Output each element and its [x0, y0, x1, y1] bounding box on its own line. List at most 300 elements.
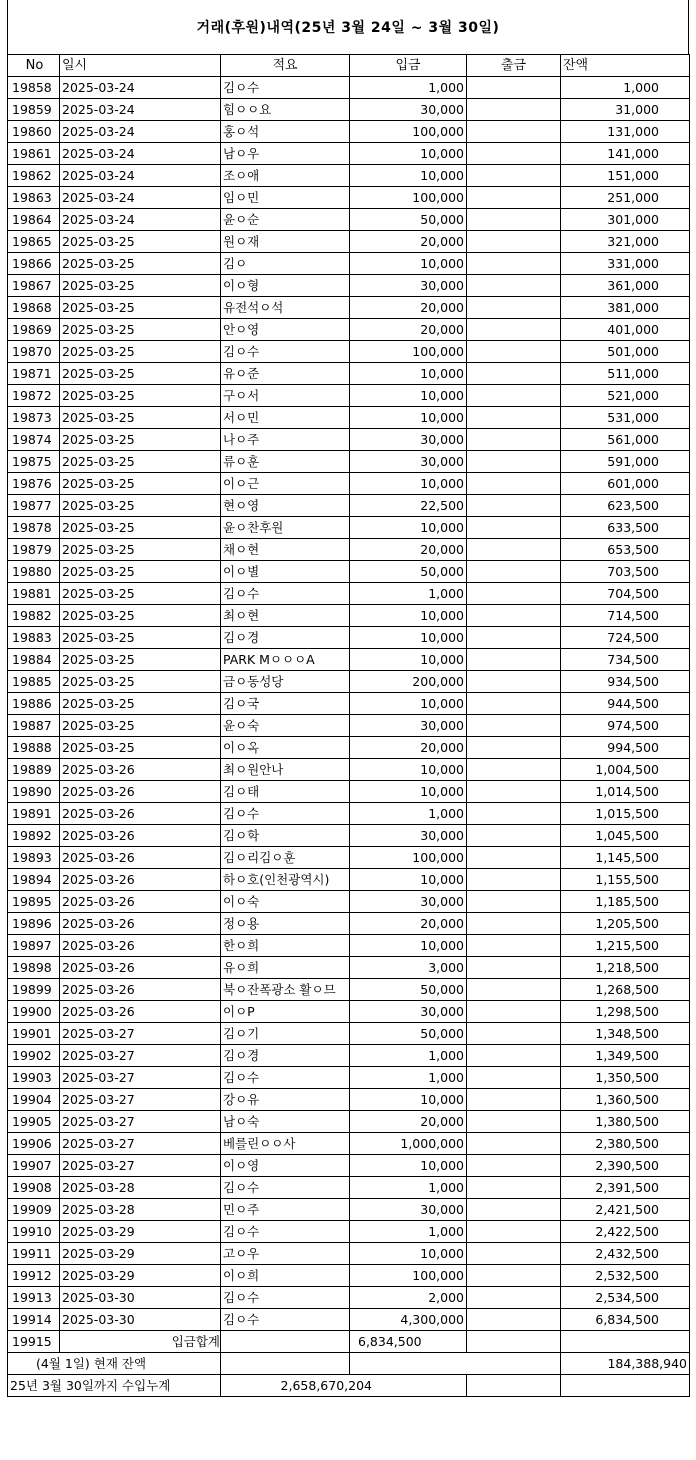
- row-withdrawal: [467, 1265, 561, 1287]
- row-balance: 2,421,500: [561, 1199, 690, 1221]
- row-date: 2025-03-24: [60, 99, 221, 121]
- row-balance: 944,500: [561, 693, 690, 715]
- row-date: 2025-03-29: [60, 1265, 221, 1287]
- row-withdrawal: [467, 627, 561, 649]
- row-balance: 2,534,500: [561, 1287, 690, 1309]
- table-row: [8, 473, 690, 495]
- row-date: 2025-03-25: [60, 693, 221, 715]
- row-deposit: 30,000: [350, 891, 467, 913]
- row-withdrawal: [467, 1045, 561, 1067]
- row-balance: 601,000: [561, 473, 690, 495]
- row-description: 채ㅇ현: [221, 539, 350, 561]
- row-withdrawal: [467, 1287, 561, 1309]
- row-date: 2025-03-26: [60, 1001, 221, 1023]
- row-date: 2025-03-27: [60, 1089, 221, 1111]
- row-withdrawal: [467, 1221, 561, 1243]
- row-date: 2025-03-30: [60, 1309, 221, 1331]
- table-row: [8, 1287, 690, 1309]
- deposit-total-amount: 6,834,500: [350, 1331, 467, 1353]
- row-description: 김ㅇ기: [221, 1023, 350, 1045]
- row-deposit: 10,000: [350, 759, 467, 781]
- cumulative-income-balance: [561, 1375, 690, 1397]
- row-description: 김ㅇ경: [221, 1045, 350, 1067]
- row-no: 19886: [8, 693, 60, 715]
- header-no: No: [8, 55, 60, 77]
- table-row: [8, 297, 690, 319]
- row-withdrawal: [467, 495, 561, 517]
- row-withdrawal: [467, 539, 561, 561]
- row-description: 이ㅇ근: [221, 473, 350, 495]
- row-withdrawal: [467, 187, 561, 209]
- table-row: [8, 429, 690, 451]
- row-deposit: 3,000: [350, 957, 467, 979]
- row-description: 김ㅇ수: [221, 583, 350, 605]
- row-no: 19913: [8, 1287, 60, 1309]
- row-description: 북ㅇ잔폭광소 활ㅇ므: [221, 979, 350, 1001]
- deposit-total-balance: [561, 1331, 690, 1353]
- row-date: 2025-03-29: [60, 1243, 221, 1265]
- row-withdrawal: [467, 99, 561, 121]
- row-deposit: 10,000: [350, 143, 467, 165]
- table-row: [8, 781, 690, 803]
- current-balance-spacer: [221, 1353, 350, 1375]
- cumulative-income-label: 25년 3월 30일까지 수입누계: [8, 1375, 221, 1397]
- row-withdrawal: [467, 341, 561, 363]
- row-deposit: 100,000: [350, 341, 467, 363]
- row-date: 2025-03-25: [60, 451, 221, 473]
- current-balance-empty: [350, 1353, 561, 1375]
- row-deposit: 30,000: [350, 99, 467, 121]
- row-balance: 251,000: [561, 187, 690, 209]
- row-date: 2025-03-25: [60, 253, 221, 275]
- row-balance: 6,834,500: [561, 1309, 690, 1331]
- row-deposit: 10,000: [350, 605, 467, 627]
- table-row: [8, 561, 690, 583]
- row-deposit: 30,000: [350, 1199, 467, 1221]
- row-withdrawal: [467, 935, 561, 957]
- row-description: 유전석ㅇ석: [221, 297, 350, 319]
- row-deposit: 22,500: [350, 495, 467, 517]
- row-description: 김ㅇ수: [221, 1309, 350, 1331]
- row-deposit: 10,000: [350, 935, 467, 957]
- row-no: 19880: [8, 561, 60, 583]
- row-deposit: 4,300,000: [350, 1309, 467, 1331]
- table-row: [8, 1177, 690, 1199]
- row-deposit: 20,000: [350, 319, 467, 341]
- row-date: 2025-03-29: [60, 1221, 221, 1243]
- row-balance: 994,500: [561, 737, 690, 759]
- row-withdrawal: [467, 429, 561, 451]
- row-deposit: 20,000: [350, 737, 467, 759]
- row-date: 2025-03-25: [60, 385, 221, 407]
- table-row: [8, 1067, 690, 1089]
- row-description: 조ㅇ애: [221, 165, 350, 187]
- row-no: 19868: [8, 297, 60, 319]
- deposit-total-row: [8, 1331, 690, 1353]
- row-no: 19872: [8, 385, 60, 407]
- row-withdrawal: [467, 979, 561, 1001]
- row-date: 2025-03-27: [60, 1023, 221, 1045]
- row-balance: 2,390,500: [561, 1155, 690, 1177]
- row-description: 류ㅇ훈: [221, 451, 350, 473]
- row-withdrawal: [467, 693, 561, 715]
- table-row: [8, 495, 690, 517]
- row-withdrawal: [467, 363, 561, 385]
- row-no: 19889: [8, 759, 60, 781]
- row-balance: 361,000: [561, 275, 690, 297]
- row-date: 2025-03-26: [60, 781, 221, 803]
- row-withdrawal: [467, 1023, 561, 1045]
- row-withdrawal: [467, 1111, 561, 1133]
- row-balance: 704,500: [561, 583, 690, 605]
- row-deposit: 50,000: [350, 979, 467, 1001]
- row-withdrawal: [467, 759, 561, 781]
- row-description: 현ㅇ영: [221, 495, 350, 517]
- row-no: 19901: [8, 1023, 60, 1045]
- table-row: [8, 253, 690, 275]
- row-no: 19878: [8, 517, 60, 539]
- row-balance: 1,298,500: [561, 1001, 690, 1023]
- row-date: 2025-03-25: [60, 319, 221, 341]
- row-balance: 2,532,500: [561, 1265, 690, 1287]
- row-balance: 141,000: [561, 143, 690, 165]
- row-deposit: 1,000: [350, 77, 467, 99]
- table-row: [8, 803, 690, 825]
- row-description: 홍ㅇ석: [221, 121, 350, 143]
- row-deposit: 100,000: [350, 1265, 467, 1287]
- row-withdrawal: [467, 165, 561, 187]
- row-withdrawal: [467, 913, 561, 935]
- row-description: 힘ㅇㅇ요: [221, 99, 350, 121]
- row-date: 2025-03-25: [60, 275, 221, 297]
- row-withdrawal: [467, 77, 561, 99]
- table-row: [8, 407, 690, 429]
- row-no: 19903: [8, 1067, 60, 1089]
- header-balance: 잔액: [561, 55, 690, 77]
- row-no: 19888: [8, 737, 60, 759]
- table-row: [8, 363, 690, 385]
- row-no: 19902: [8, 1045, 60, 1067]
- row-date: 2025-03-25: [60, 715, 221, 737]
- row-date: 2025-03-28: [60, 1177, 221, 1199]
- row-description: 민ㅇ주: [221, 1199, 350, 1221]
- row-description: 남ㅇ숙: [221, 1111, 350, 1133]
- table-row: [8, 979, 690, 1001]
- row-description: 구ㅇ서: [221, 385, 350, 407]
- row-withdrawal: [467, 473, 561, 495]
- transaction-table: [7, 54, 690, 1397]
- table-row: [8, 143, 690, 165]
- row-deposit: 10,000: [350, 627, 467, 649]
- row-balance: 633,500: [561, 517, 690, 539]
- row-no: 19884: [8, 649, 60, 671]
- row-withdrawal: [467, 451, 561, 473]
- row-no: 19862: [8, 165, 60, 187]
- row-balance: 2,380,500: [561, 1133, 690, 1155]
- row-date: 2025-03-25: [60, 737, 221, 759]
- row-description: 원ㅇ재: [221, 231, 350, 253]
- row-description: 윤ㅇ숙: [221, 715, 350, 737]
- row-balance: 1,218,500: [561, 957, 690, 979]
- row-balance: 561,000: [561, 429, 690, 451]
- header-date: 일시: [60, 55, 221, 77]
- table-row: [8, 319, 690, 341]
- row-no: 19906: [8, 1133, 60, 1155]
- deposit-total-label: 입금합계: [60, 1331, 221, 1353]
- table-row: [8, 759, 690, 781]
- table-row: [8, 77, 690, 99]
- row-withdrawal: [467, 583, 561, 605]
- row-description: 서ㅇ민: [221, 407, 350, 429]
- table-row: [8, 1199, 690, 1221]
- row-date: 2025-03-24: [60, 77, 221, 99]
- table-row: [8, 1265, 690, 1287]
- row-balance: 714,500: [561, 605, 690, 627]
- row-no: 19907: [8, 1155, 60, 1177]
- row-deposit: 200,000: [350, 671, 467, 693]
- row-balance: 1,360,500: [561, 1089, 690, 1111]
- row-date: 2025-03-26: [60, 979, 221, 1001]
- row-balance: 2,391,500: [561, 1177, 690, 1199]
- row-description: 이ㅇ옥: [221, 737, 350, 759]
- row-no: 19887: [8, 715, 60, 737]
- row-no: 19877: [8, 495, 60, 517]
- row-withdrawal: [467, 671, 561, 693]
- row-withdrawal: [467, 121, 561, 143]
- row-date: 2025-03-26: [60, 891, 221, 913]
- row-withdrawal: [467, 561, 561, 583]
- row-description: 김ㅇ수: [221, 1221, 350, 1243]
- table-row: [8, 605, 690, 627]
- row-no: 19863: [8, 187, 60, 209]
- row-deposit: 1,000: [350, 583, 467, 605]
- row-date: 2025-03-30: [60, 1287, 221, 1309]
- row-no: 19871: [8, 363, 60, 385]
- row-date: 2025-03-27: [60, 1111, 221, 1133]
- row-description: 강ㅇ유: [221, 1089, 350, 1111]
- row-withdrawal: [467, 869, 561, 891]
- table-row: [8, 737, 690, 759]
- row-withdrawal: [467, 385, 561, 407]
- row-withdrawal: [467, 1089, 561, 1111]
- row-description: 최ㅇ현: [221, 605, 350, 627]
- row-balance: 974,500: [561, 715, 690, 737]
- row-description: 김ㅇ태: [221, 781, 350, 803]
- row-no: 19859: [8, 99, 60, 121]
- row-description: 김ㅇ: [221, 253, 350, 275]
- row-deposit: 20,000: [350, 539, 467, 561]
- row-withdrawal: [467, 297, 561, 319]
- row-no: 19909: [8, 1199, 60, 1221]
- row-description: 이ㅇ별: [221, 561, 350, 583]
- row-description: 김ㅇ수: [221, 341, 350, 363]
- row-description: 김ㅇ학: [221, 825, 350, 847]
- row-balance: 501,000: [561, 341, 690, 363]
- row-no: 19869: [8, 319, 60, 341]
- table-row: [8, 121, 690, 143]
- row-description: 김ㅇ수: [221, 1177, 350, 1199]
- row-balance: 1,004,500: [561, 759, 690, 781]
- row-date: 2025-03-25: [60, 539, 221, 561]
- row-withdrawal: [467, 715, 561, 737]
- row-description: 이ㅇ영: [221, 1155, 350, 1177]
- row-balance: 321,000: [561, 231, 690, 253]
- row-date: 2025-03-26: [60, 913, 221, 935]
- row-description: 베를린ㅇㅇ사: [221, 1133, 350, 1155]
- row-deposit: 10,000: [350, 1155, 467, 1177]
- row-deposit: 1,000: [350, 1067, 467, 1089]
- row-balance: 703,500: [561, 561, 690, 583]
- row-withdrawal: [467, 1067, 561, 1089]
- row-no: 19864: [8, 209, 60, 231]
- table-row: [8, 671, 690, 693]
- row-no: 19891: [8, 803, 60, 825]
- row-deposit: 30,000: [350, 429, 467, 451]
- row-no: 19870: [8, 341, 60, 363]
- table-row: [8, 825, 690, 847]
- table-row: [8, 1023, 690, 1045]
- row-withdrawal: [467, 737, 561, 759]
- row-date: 2025-03-28: [60, 1199, 221, 1221]
- row-balance: 131,000: [561, 121, 690, 143]
- row-no: 19858: [8, 77, 60, 99]
- row-description: 이ㅇ숙: [221, 891, 350, 913]
- row-no: 19900: [8, 1001, 60, 1023]
- row-balance: 1,145,500: [561, 847, 690, 869]
- row-balance: 401,000: [561, 319, 690, 341]
- row-deposit: 30,000: [350, 1001, 467, 1023]
- row-deposit: 1,000: [350, 1045, 467, 1067]
- row-deposit: 1,000,000: [350, 1133, 467, 1155]
- row-date: 2025-03-25: [60, 649, 221, 671]
- row-balance: 301,000: [561, 209, 690, 231]
- row-no: 19898: [8, 957, 60, 979]
- row-no: 19875: [8, 451, 60, 473]
- table-row: [8, 99, 690, 121]
- row-date: 2025-03-25: [60, 561, 221, 583]
- row-deposit: 50,000: [350, 209, 467, 231]
- row-no: 19912: [8, 1265, 60, 1287]
- row-description: 하ㅇ호(인천광역시): [221, 869, 350, 891]
- row-balance: 623,500: [561, 495, 690, 517]
- row-deposit: 1,000: [350, 1177, 467, 1199]
- row-no: 19879: [8, 539, 60, 561]
- row-no: 19911: [8, 1243, 60, 1265]
- row-balance: 1,350,500: [561, 1067, 690, 1089]
- row-no: 19914: [8, 1309, 60, 1331]
- row-description: 김ㅇ수: [221, 1287, 350, 1309]
- row-deposit: 20,000: [350, 231, 467, 253]
- row-date: 2025-03-25: [60, 407, 221, 429]
- table-row: [8, 187, 690, 209]
- row-description: 김ㅇ리김ㅇ훈: [221, 847, 350, 869]
- row-description: 금ㅇ동성당: [221, 671, 350, 693]
- row-withdrawal: [467, 253, 561, 275]
- row-withdrawal: [467, 957, 561, 979]
- row-date: 2025-03-25: [60, 363, 221, 385]
- row-no: 19865: [8, 231, 60, 253]
- row-withdrawal: [467, 209, 561, 231]
- table-row: [8, 627, 690, 649]
- row-deposit: 10,000: [350, 473, 467, 495]
- row-deposit: 50,000: [350, 561, 467, 583]
- row-balance: 1,348,500: [561, 1023, 690, 1045]
- row-deposit: 20,000: [350, 1111, 467, 1133]
- row-description: 김ㅇ경: [221, 627, 350, 649]
- cumulative-income-amount: 2,658,670,204: [221, 1375, 467, 1397]
- current-balance-amount: 184,388,940: [561, 1353, 690, 1375]
- row-balance: 1,155,500: [561, 869, 690, 891]
- row-date: 2025-03-25: [60, 231, 221, 253]
- row-description: 김ㅇ수: [221, 77, 350, 99]
- row-balance: 1,205,500: [561, 913, 690, 935]
- row-balance: 1,045,500: [561, 825, 690, 847]
- row-date: 2025-03-25: [60, 341, 221, 363]
- table-row: [8, 583, 690, 605]
- row-date: 2025-03-26: [60, 957, 221, 979]
- row-deposit: 10,000: [350, 517, 467, 539]
- row-balance: 521,000: [561, 385, 690, 407]
- row-balance: 934,500: [561, 671, 690, 693]
- row-description: 이ㅇ희: [221, 1265, 350, 1287]
- row-withdrawal: [467, 1001, 561, 1023]
- row-withdrawal: [467, 143, 561, 165]
- row-deposit: 10,000: [350, 1243, 467, 1265]
- row-no: 19882: [8, 605, 60, 627]
- row-deposit: 10,000: [350, 869, 467, 891]
- row-description: 남ㅇ우: [221, 143, 350, 165]
- row-deposit: 20,000: [350, 913, 467, 935]
- table-row: [8, 1001, 690, 1023]
- row-description: 김ㅇ수: [221, 803, 350, 825]
- row-description: 최ㅇ원안나: [221, 759, 350, 781]
- table-row: [8, 209, 690, 231]
- total-row-no: 19915: [8, 1331, 60, 1353]
- table-row: [8, 451, 690, 473]
- row-date: 2025-03-27: [60, 1133, 221, 1155]
- row-deposit: 30,000: [350, 275, 467, 297]
- row-no: 19873: [8, 407, 60, 429]
- table-row: [8, 1133, 690, 1155]
- row-deposit: 10,000: [350, 253, 467, 275]
- row-balance: 1,380,500: [561, 1111, 690, 1133]
- row-date: 2025-03-27: [60, 1155, 221, 1177]
- row-description: 이ㅇP: [221, 1001, 350, 1023]
- row-deposit: 1,000: [350, 803, 467, 825]
- row-withdrawal: [467, 1155, 561, 1177]
- row-date: 2025-03-27: [60, 1067, 221, 1089]
- row-no: 19904: [8, 1089, 60, 1111]
- table-row: [8, 935, 690, 957]
- row-deposit: 1,000: [350, 1221, 467, 1243]
- table-row: [8, 231, 690, 253]
- row-withdrawal: [467, 825, 561, 847]
- row-withdrawal: [467, 649, 561, 671]
- table-row: [8, 649, 690, 671]
- row-withdrawal: [467, 1309, 561, 1331]
- row-no: 19874: [8, 429, 60, 451]
- row-withdrawal: [467, 847, 561, 869]
- header-description: 적요: [221, 55, 350, 77]
- table-row: [8, 869, 690, 891]
- row-withdrawal: [467, 781, 561, 803]
- table-row: [8, 275, 690, 297]
- row-deposit: 10,000: [350, 165, 467, 187]
- row-deposit: 10,000: [350, 781, 467, 803]
- row-balance: 1,185,500: [561, 891, 690, 913]
- row-deposit: 10,000: [350, 693, 467, 715]
- row-balance: 1,000: [561, 77, 690, 99]
